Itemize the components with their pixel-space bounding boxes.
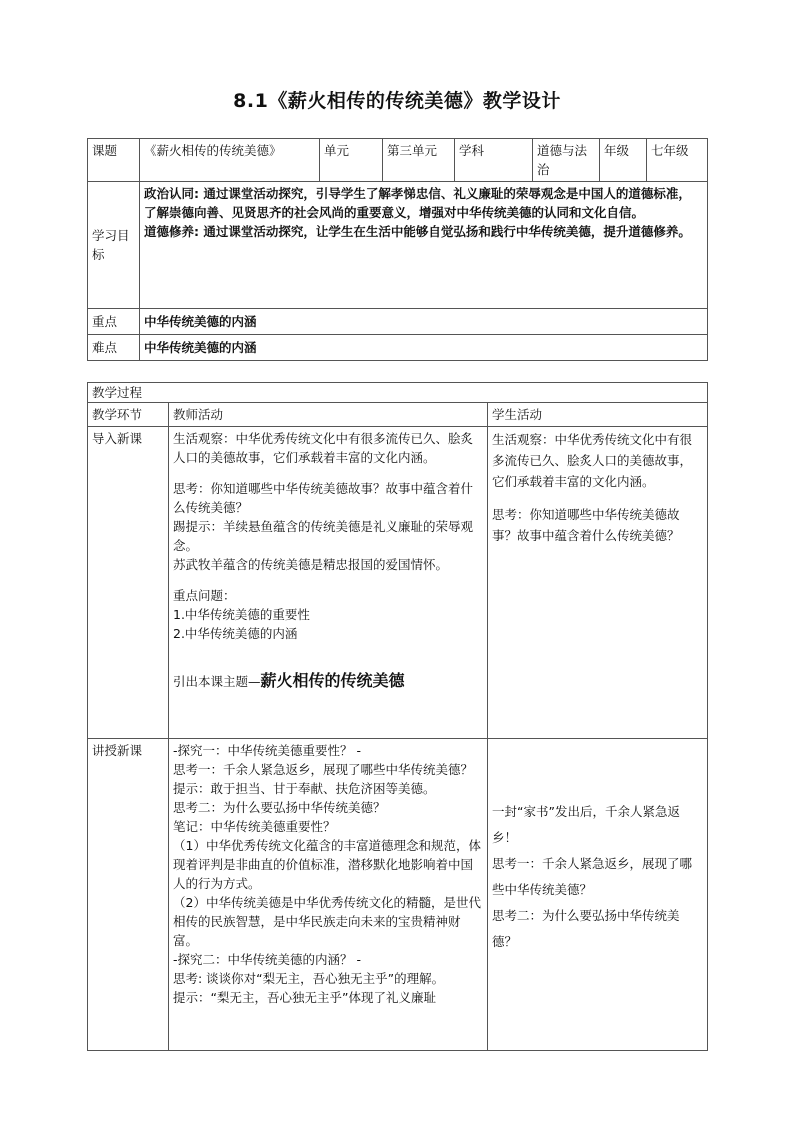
goals-political: 政治认同: 通过课堂活动探究，引导学生了解孝悌忠信、礼义廉耻的荣辱观念是中国人的道德标准，了解崇德向善、见贤思齐的社会风尚的重要意义，增强对中华传统美德的认同和文化自信。 (144, 186, 691, 220)
stage-intro-student (488, 427, 708, 739)
document-title: 8.1《薪火相传的传统美德》教学设计 (233, 90, 561, 112)
subject-label: 学科 (455, 139, 533, 182)
key-value: 中华传统美德的内涵 (140, 309, 708, 335)
student-think: 思考：你知道哪些中华传统美德故事？故事中蕴含着什么传统美德？ (492, 507, 680, 543)
process-header: 教学过程 (88, 383, 708, 403)
teacher-theme-line (173, 671, 483, 691)
process-table (87, 382, 708, 1051)
stage-lecture-student: 一封“家书”发出后，千余人紧急返乡！ 思考一：千余人紧急返乡，展现了哪些中华传统美德？ 思考二：为什么要弘扬中华传统美德？ (488, 739, 708, 1051)
topic-value: 《薪火相传的传统美德》 (140, 139, 320, 182)
col-student-header: 学生活动 (488, 403, 708, 427)
stage-intro-name: 导入新课 (88, 427, 169, 739)
stage-lecture-name: 讲授新课 (88, 739, 169, 1051)
teacher-observation: 生活观察：中华优秀传统文化中有很多流传已久、脍炙人口的美德故事，它们承载着丰富的文化内涵。 (173, 431, 474, 465)
subject-value: 道德与法治 (533, 139, 600, 182)
theme-prefix: 引出本课主题— (173, 674, 261, 689)
teacher-key-questions: 重点问题： 1.中华传统美德的重要性 2.中华传统美德的内涵 (173, 588, 310, 641)
col-teacher-header: 教师活动 (169, 403, 488, 427)
info-table (87, 138, 708, 361)
goals-moral: 道德修养: 通过课堂活动探究，让学生在生活中能够自觉弘扬和践行中华传统美德，提升道德修养。 (144, 224, 691, 239)
col-stage-header: 教学环节 (88, 403, 169, 427)
stage-intro-teacher (169, 427, 488, 739)
goals-label: 学习目标 (88, 182, 140, 309)
goals-value (140, 182, 708, 309)
unit-label: 单元 (320, 139, 383, 182)
grade-value: 七年级 (647, 139, 708, 182)
unit-value: 第三单元 (383, 139, 455, 182)
difficulty-value: 中华传统美德的内涵 (140, 335, 708, 361)
student-observation: 生活观察：中华优秀传统文化中有很多流传已久、脍炙人口的美德故事，它们承载着丰富的文化内涵。 (492, 432, 693, 489)
topic-label: 课题 (88, 139, 140, 182)
grade-label: 年级 (600, 139, 647, 182)
key-label: 重点 (88, 309, 140, 335)
difficulty-label: 难点 (88, 335, 140, 361)
theme-title: 薪火相传的传统美德 (260, 671, 405, 690)
stage-lecture-teacher: -探究一：中华传统美德重要性？ - 思考一：千余人紧急返乡，展现了哪些中华传统美德？ 提示：敢于担当、甘于奉献、扶危济困等美德。 思考二：为什么要弘扬中华传统美德？ 笔记：中华传统美德重要性？ （1）中华优秀传统文化蕴含的丰富道德理念和规范，体现着评判是非曲直的价值标准，潜移默化地影响着中国人的行为方式。 （2）中华传统美德是中华优秀传统文化的精髓，是世代相传的民族智慧，是中华民族走向未来的宝贵精神财富。 -探究二：中华传统美德的内涵？ - 思考: 谈谈你对“梨无主，吾心独无主乎”的理解。 提示：“梨无主，吾心独无主乎”体现了礼义廉耻 (169, 739, 488, 1051)
teacher-think: 思考：你知道哪些中华传统美德故事？故事中蕴含着什么传统美德？ 踢提示：羊续悬鱼蕴含的传统美德是礼义廉耻的荣辱观念。 苏武牧羊蕴含的传统美德是精忠报国的爱国情怀。 (173, 481, 474, 572)
